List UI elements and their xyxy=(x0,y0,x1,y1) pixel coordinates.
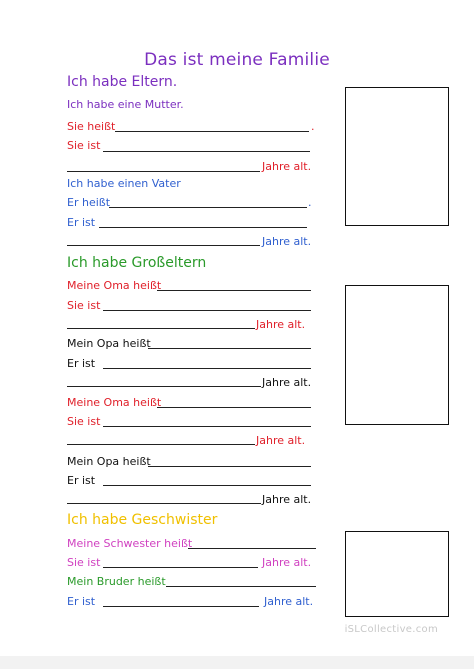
opa1-age-label: Jahre alt. xyxy=(262,376,312,389)
mother-age-label: Jahre alt. xyxy=(262,160,312,173)
section-heading-eltern: Ich habe Eltern. xyxy=(67,74,178,90)
brother-name-label: Mein Bruder heißt xyxy=(67,575,166,588)
opa2-age-blank[interactable] xyxy=(67,503,261,504)
oma2-is-label: Sie ist xyxy=(67,415,101,428)
photo-box-eltern xyxy=(345,87,449,226)
mother-age-blank[interactable] xyxy=(67,171,260,172)
oma1-age-blank[interactable] xyxy=(67,328,255,329)
oma1-age-label: Jahre alt. xyxy=(256,318,306,331)
mother-name-blank[interactable] xyxy=(115,131,309,132)
oma2-name-blank[interactable] xyxy=(157,407,311,408)
oma1-name-blank[interactable] xyxy=(157,290,311,291)
father-name-label: Er heißt xyxy=(67,196,111,209)
father-age-blank[interactable] xyxy=(67,245,260,246)
sister-name-label: Meine Schwester heißt xyxy=(67,537,193,550)
oma1-is-blank[interactable] xyxy=(103,310,311,311)
photo-box-grosseltern xyxy=(345,285,449,425)
section-heading-geschwister: Ich habe Geschwister xyxy=(67,512,218,528)
father-age-label: Jahre alt. xyxy=(262,235,312,248)
oma2-name-label: Meine Oma heißt xyxy=(67,396,162,409)
opa1-is-blank[interactable] xyxy=(103,368,311,369)
father-is-blank[interactable] xyxy=(99,227,307,228)
brother-name-blank[interactable] xyxy=(166,586,316,587)
opa1-name-blank[interactable] xyxy=(148,348,311,349)
sister-is-blank[interactable] xyxy=(103,567,258,568)
oma1-is-label: Sie ist xyxy=(67,299,101,312)
sister-age-label: Jahre alt. xyxy=(262,556,312,569)
brother-is-blank[interactable] xyxy=(103,606,259,607)
opa2-name-label: Mein Opa heißt xyxy=(67,455,151,468)
opa2-name-blank[interactable] xyxy=(148,466,311,467)
section-heading-grosseltern: Ich habe Großeltern xyxy=(67,255,207,271)
mother-is-label: Sie ist xyxy=(67,139,101,152)
mother-intro: Ich habe eine Mutter. xyxy=(67,98,184,111)
sister-is-label: Sie ist xyxy=(67,556,101,569)
oma2-is-blank[interactable] xyxy=(103,426,311,427)
father-is-label: Er ist xyxy=(67,216,96,229)
father-name-blank[interactable] xyxy=(109,207,307,208)
period: . xyxy=(308,196,312,209)
opa1-name-label: Mein Opa heißt xyxy=(67,337,151,350)
footer-bar xyxy=(0,656,474,669)
mother-is-blank[interactable] xyxy=(103,151,310,152)
oma2-age-blank[interactable] xyxy=(67,444,255,445)
photo-box-geschwister xyxy=(345,531,449,617)
oma2-age-label: Jahre alt. xyxy=(256,434,306,447)
sister-name-blank[interactable] xyxy=(188,548,316,549)
period: . xyxy=(311,120,315,133)
father-intro: Ich habe einen Vater xyxy=(67,177,181,190)
opa1-age-blank[interactable] xyxy=(67,386,261,387)
opa2-is-blank[interactable] xyxy=(103,485,311,486)
brother-age-label: Jahre alt. xyxy=(264,595,314,608)
opa2-age-label: Jahre alt. xyxy=(262,493,312,506)
opa2-is-label: Er ist xyxy=(67,474,96,487)
watermark-text: iSLCollective.com xyxy=(344,624,438,635)
page-title: Das ist meine Familie xyxy=(144,50,330,70)
opa1-is-label: Er ist xyxy=(67,357,96,370)
brother-is-label: Er ist xyxy=(67,595,96,608)
mother-name-label: Sie heißt xyxy=(67,120,116,133)
oma1-name-label: Meine Oma heißt xyxy=(67,279,162,292)
